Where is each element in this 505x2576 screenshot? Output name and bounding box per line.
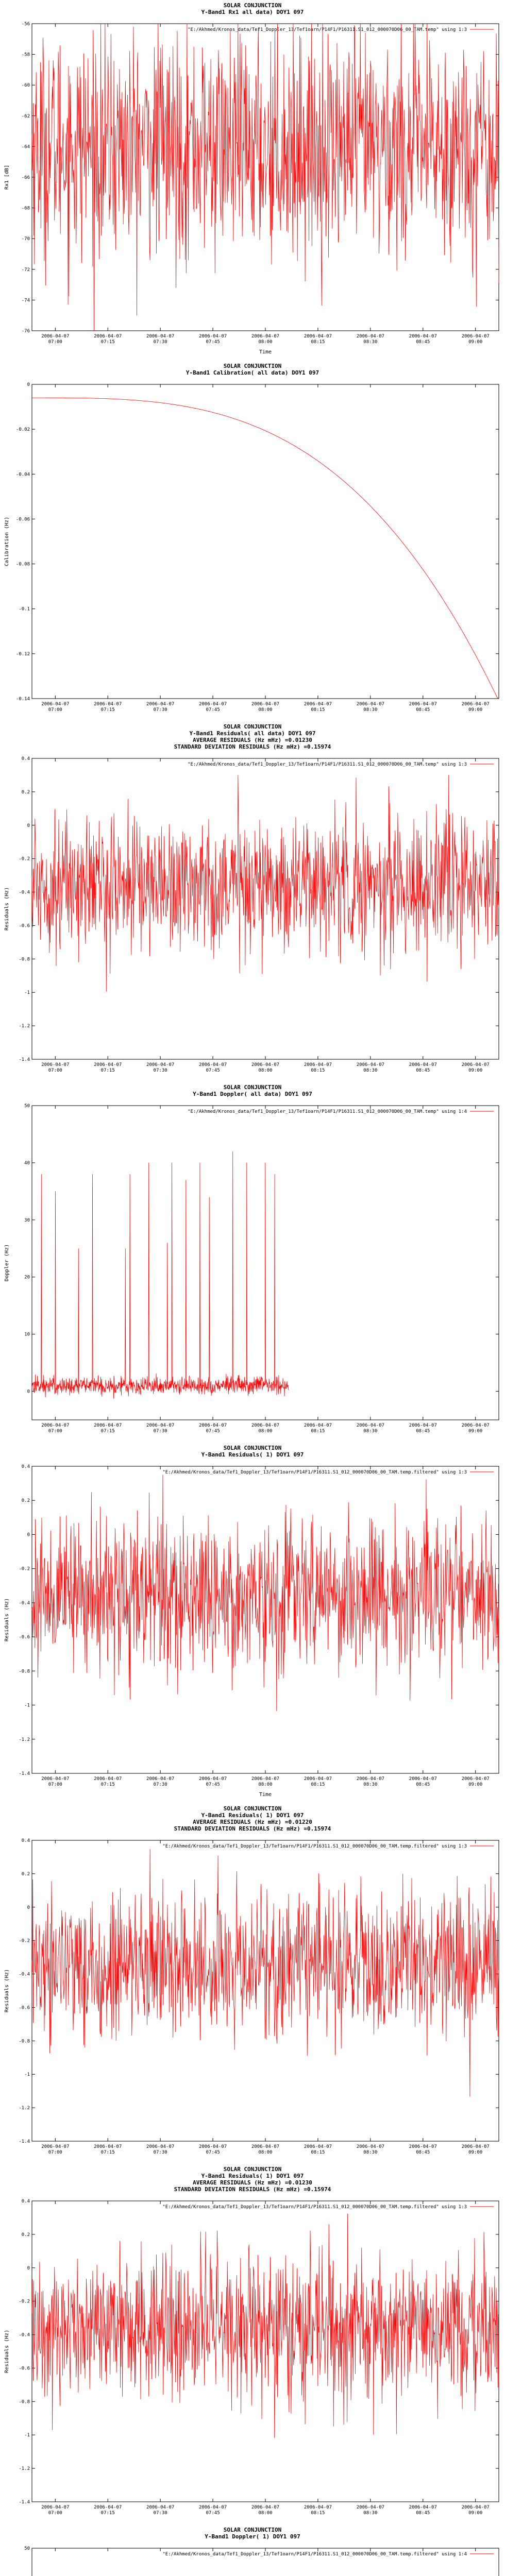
x-tick-label-time: 07:30 <box>153 340 167 345</box>
x-tick-label-date: 2006-04-07 <box>251 334 280 339</box>
y-tick-label: -0.2 <box>19 1938 30 1944</box>
x-tick-label-date: 2006-04-07 <box>461 334 490 339</box>
chart-4 <box>0 1082 505 1443</box>
y-tick-label: -0.2 <box>19 2299 30 2304</box>
y-tick-label: -1 <box>24 1703 30 1708</box>
x-tick-label-date: 2006-04-07 <box>41 2505 70 2510</box>
chart-5 <box>0 1443 505 1803</box>
y-tick-label: -0.6 <box>19 923 30 929</box>
x-tick-label-time: 08:00 <box>258 1782 273 1787</box>
x-tick-label-time: 08:45 <box>416 1782 430 1787</box>
x-tick-label-date: 2006-04-07 <box>461 2505 490 2510</box>
y-tick-label: -0.02 <box>15 427 30 433</box>
x-tick-label-time: 08:15 <box>311 1429 325 1434</box>
chart-title-line: Y-Band1 Residuals( 1) DOY1 097 <box>201 2173 304 2179</box>
x-tick-label-time: 09:00 <box>468 340 483 345</box>
x-tick-label-time: 07:15 <box>100 2150 115 2155</box>
chart-title-line: Y-Band1 Rx1 all data) DOY1 097 <box>201 9 304 15</box>
chart-1 <box>0 0 505 361</box>
series-line <box>32 398 499 699</box>
x-tick-label-time: 07:15 <box>100 1429 115 1434</box>
y-tick-label: 0 <box>27 382 30 387</box>
x-tick-label-time: 08:15 <box>311 1068 325 1073</box>
y-tick-label: -1.2 <box>19 1737 30 1742</box>
y-tick-label: -0.8 <box>19 2039 30 2044</box>
x-tick-label-date: 2006-04-07 <box>41 1423 70 1428</box>
x-tick-label-date: 2006-04-07 <box>461 702 490 707</box>
x-tick-label-date: 2006-04-07 <box>356 334 384 339</box>
x-tick-label-time: 08:15 <box>311 340 325 345</box>
x-tick-label-time: 07:00 <box>48 1782 62 1787</box>
x-tick-label-date: 2006-04-07 <box>146 1062 175 1067</box>
x-tick-label-time: 08:15 <box>311 1782 325 1787</box>
y-tick-label: -58 <box>21 52 30 58</box>
y-tick-label: -56 <box>21 22 30 27</box>
y-tick-label: -0.2 <box>19 1566 30 1572</box>
y-tick-label: 0.2 <box>21 1498 30 1504</box>
plot-frame <box>32 758 499 1059</box>
chart-title-line: SOLAR CONJUNCTION <box>223 2 282 9</box>
series-line <box>32 24 499 331</box>
x-tick-label-time: 08:30 <box>363 1782 378 1787</box>
x-tick-label-date: 2006-04-07 <box>304 702 332 707</box>
y-tick-label: 50 <box>24 1104 30 1109</box>
legend-label: "E:/Akhmed/Kronos_data/Tef1_Doppler_13/Tef1oarn/P14F1/P16311.S1_012_000070D06_00_TAM.temp" using 1:4 <box>188 1109 467 1114</box>
y-tick-label: -76 <box>21 329 30 334</box>
y-tick-label: -1.4 <box>19 1057 30 1062</box>
x-tick-label-time: 07:00 <box>48 340 62 345</box>
x-tick-label-time: 08:00 <box>258 1429 273 1434</box>
x-tick-label-date: 2006-04-07 <box>41 702 70 707</box>
x-tick-label-time: 09:00 <box>468 2150 483 2155</box>
y-tick-label: -72 <box>21 267 30 273</box>
y-tick-label: -1 <box>24 2072 30 2078</box>
x-tick-label-date: 2006-04-07 <box>41 1776 70 1782</box>
x-tick-label-date: 2006-04-07 <box>146 2144 175 2149</box>
chart-2 <box>0 361 505 721</box>
y-tick-label: -0.6 <box>19 1635 30 1640</box>
x-tick-label-time: 08:45 <box>416 2511 430 2516</box>
y-tick-label: -0.08 <box>15 562 30 567</box>
chart-3 <box>0 721 505 1082</box>
y-tick-label: 50 <box>24 2546 30 2551</box>
x-tick-label-time: 08:30 <box>363 707 378 713</box>
x-tick-label-time: 07:45 <box>206 2150 220 2155</box>
x-tick-label-time: 08:15 <box>311 2150 325 2155</box>
x-tick-label-date: 2006-04-07 <box>461 1423 490 1428</box>
x-tick-label-date: 2006-04-07 <box>304 2144 332 2149</box>
y-tick-label: -0.04 <box>15 472 30 478</box>
x-tick-label-time: 08:00 <box>258 707 273 713</box>
chart-title-line: SOLAR CONJUNCTION <box>223 723 282 730</box>
x-tick-label-date: 2006-04-07 <box>198 334 227 339</box>
x-tick-label-date: 2006-04-07 <box>251 702 280 707</box>
chart-6 <box>0 1803 505 2164</box>
x-tick-label-time: 08:30 <box>363 1068 378 1073</box>
chart-title-line: STANDARD DEVIATION RESIDUALS (Hz mHz) =0.15974 <box>174 1825 331 1832</box>
y-tick-label: 10 <box>24 1332 30 1337</box>
x-tick-label-time: 08:00 <box>258 1068 273 1073</box>
x-tick-label-time: 07:30 <box>153 1068 167 1073</box>
x-tick-label-date: 2006-04-07 <box>356 2505 384 2510</box>
x-tick-label-time: 08:00 <box>258 340 273 345</box>
x-tick-label-date: 2006-04-07 <box>41 1062 70 1067</box>
y-tick-label: 20 <box>24 1275 30 1280</box>
x-tick-label-time: 07:30 <box>153 2150 167 2155</box>
x-tick-label-time: 07:45 <box>206 707 220 713</box>
x-tick-label-date: 2006-04-07 <box>356 1423 384 1428</box>
x-tick-label-time: 09:00 <box>468 1068 483 1073</box>
x-tick-label-time: 09:00 <box>468 2511 483 2516</box>
chart-7 <box>0 2164 505 2524</box>
y-tick-label: -0.6 <box>19 2005 30 2011</box>
y-tick-label: 0.2 <box>21 1871 30 1877</box>
x-tick-label-time: 07:15 <box>100 1782 115 1787</box>
x-tick-label-date: 2006-04-07 <box>198 702 227 707</box>
x-tick-label-date: 2006-04-07 <box>461 1776 490 1782</box>
x-tick-label-time: 08:30 <box>363 2150 378 2155</box>
x-tick-label-date: 2006-04-07 <box>198 1062 227 1067</box>
x-tick-label-date: 2006-04-07 <box>356 1776 384 1782</box>
x-tick-label-date: 2006-04-07 <box>94 2144 122 2149</box>
x-tick-label-time: 09:00 <box>468 1429 483 1434</box>
y-tick-label: -0.2 <box>19 856 30 862</box>
chart-title-line: SOLAR CONJUNCTION <box>223 363 282 369</box>
x-tick-label-date: 2006-04-07 <box>251 2144 280 2149</box>
chart-title-line: Y-Band1 Residuals( all data) DOY1 097 <box>189 730 316 737</box>
x-tick-label-date: 2006-04-07 <box>94 1776 122 1782</box>
x-tick-label-date: 2006-04-07 <box>409 1776 437 1782</box>
y-tick-label: 40 <box>24 1160 30 1166</box>
x-tick-label-time: 08:15 <box>311 2511 325 2516</box>
chart-title-line: AVERAGE RESIDUALS (Hz mHz) =0.01220 <box>193 1819 312 1825</box>
x-tick-label-date: 2006-04-07 <box>146 1423 175 1428</box>
y-tick-label: -0.8 <box>19 957 30 962</box>
x-tick-label-time: 07:30 <box>153 2511 167 2516</box>
x-tick-label-date: 2006-04-07 <box>409 1062 437 1067</box>
legend-label: "E:/Akhmed/Kronos_data/Tef1_Doppler_13/Tef1oarn/P14F1/P16311.S1_012_000070D06_00_TAM.temp" using 1:3 <box>188 762 467 767</box>
x-tick-label-time: 08:45 <box>416 340 430 345</box>
y-tick-label: -1.2 <box>19 2466 30 2472</box>
y-axis-label: Calibration (Hz) <box>4 516 10 567</box>
y-tick-label: -70 <box>21 236 30 242</box>
plot-frame <box>32 384 499 699</box>
y-axis-label: Residuals (Hz) <box>4 1598 10 1642</box>
x-tick-label-time: 09:00 <box>468 1782 483 1787</box>
x-tick-label-time: 07:15 <box>100 707 115 713</box>
x-tick-label-time: 07:15 <box>100 2511 115 2516</box>
chart-title-line: SOLAR CONJUNCTION <box>223 2527 282 2533</box>
x-tick-label-date: 2006-04-07 <box>356 2144 384 2149</box>
y-tick-label: -0.4 <box>19 1972 30 1977</box>
x-tick-label-date: 2006-04-07 <box>41 2144 70 2149</box>
x-tick-label-time: 08:45 <box>416 707 430 713</box>
x-tick-label-date: 2006-04-07 <box>198 2505 227 2510</box>
legend-label: "E:/Akhmed/Kronos_data/Tef1_Doppler_13/Tef1oarn/P14F1/P16311.S1_012_000070D06_00_TAM.temp.filtered" using 1:3 <box>162 2205 467 2210</box>
x-axis-label: Time <box>259 349 272 355</box>
x-tick-label-time: 07:00 <box>48 2511 62 2516</box>
y-tick-label: -0.4 <box>19 1600 30 1606</box>
x-tick-label-date: 2006-04-07 <box>409 1423 437 1428</box>
x-tick-label-date: 2006-04-07 <box>304 334 332 339</box>
x-tick-label-time: 07:30 <box>153 707 167 713</box>
plot-frame <box>32 1840 499 2141</box>
x-tick-label-time: 07:00 <box>48 2150 62 2155</box>
y-tick-label: -0.1 <box>19 606 30 612</box>
chart-title-line: AVERAGE RESIDUALS (Hz mHz) =0.01230 <box>193 737 312 743</box>
y-tick-label: -0.12 <box>15 651 30 657</box>
x-tick-label-time: 08:45 <box>416 1068 430 1073</box>
legend-label: "E:/Akhmed/Kronos_data/Tef1_Doppler_13/Tef1oarn/P14F1/P16311.S1_012_000070D06_00_TAM.temp.filtered" using 1:4 <box>162 2552 467 2557</box>
x-tick-label-date: 2006-04-07 <box>146 334 175 339</box>
x-tick-label-time: 08:45 <box>416 2150 430 2155</box>
x-tick-label-time: 08:00 <box>258 2511 273 2516</box>
series-line <box>32 2214 499 2438</box>
x-tick-label-date: 2006-04-07 <box>409 334 437 339</box>
x-tick-label-time: 07:45 <box>206 1782 220 1787</box>
y-tick-label: -0.4 <box>19 2332 30 2338</box>
x-tick-label-date: 2006-04-07 <box>409 702 437 707</box>
x-tick-label-date: 2006-04-07 <box>94 702 122 707</box>
x-tick-label-time: 08:15 <box>311 707 325 713</box>
x-tick-label-time: 08:45 <box>416 1429 430 1434</box>
x-tick-label-time: 08:30 <box>363 340 378 345</box>
series-line <box>32 1475 499 1711</box>
legend-label: "E:/Akhmed/Kronos_data/Tef1_Doppler_13/Tef1oarn/P14F1/P16311.S1_012_000070D06_00_TAM.temp.filtered" using 1:3 <box>162 1844 467 1849</box>
y-tick-label: 0 <box>27 2265 30 2271</box>
y-tick-label: -1.4 <box>19 2139 30 2144</box>
x-tick-label-date: 2006-04-07 <box>304 1062 332 1067</box>
y-tick-label: 0.2 <box>21 789 30 795</box>
chart-title-line: STANDARD DEVIATION RESIDUALS (Hz mHz) =0.15974 <box>174 2186 331 2193</box>
x-tick-label-date: 2006-04-07 <box>146 702 175 707</box>
series-line <box>32 1849 499 2097</box>
x-tick-label-time: 08:30 <box>363 2511 378 2516</box>
y-tick-label: 0 <box>27 1389 30 1395</box>
x-tick-label-date: 2006-04-07 <box>198 2144 227 2149</box>
x-tick-label-date: 2006-04-07 <box>94 1062 122 1067</box>
chart-title-line: Y-Band1 Doppler( 1) DOY1 097 <box>205 2533 300 2540</box>
y-tick-label: -0.8 <box>19 2399 30 2405</box>
y-tick-label: 30 <box>24 1217 30 1223</box>
y-tick-label: -60 <box>21 83 30 89</box>
chart-title-line: Y-Band1 Residuals( 1) DOY1 097 <box>201 1812 304 1819</box>
y-tick-label: -1.2 <box>19 2106 30 2111</box>
x-tick-label-date: 2006-04-07 <box>198 1423 227 1428</box>
chart-title-line: Y-Band1 Residuals( 1) DOY1 097 <box>201 1451 304 1458</box>
y-tick-label: 0 <box>27 823 30 828</box>
y-tick-label: -0.14 <box>15 697 30 702</box>
y-tick-label: 0.4 <box>21 2199 30 2204</box>
x-tick-label-time: 07:30 <box>153 1429 167 1434</box>
chart-title-line: STANDARD DEVIATION RESIDUALS (Hz mHz) =0.15974 <box>174 743 331 750</box>
x-tick-label-time: 07:00 <box>48 1429 62 1434</box>
x-tick-label-date: 2006-04-07 <box>356 1062 384 1067</box>
x-tick-label-time: 09:00 <box>468 707 483 713</box>
chart-title-line: SOLAR CONJUNCTION <box>223 1805 282 1812</box>
x-tick-label-date: 2006-04-07 <box>409 2144 437 2149</box>
chart-title-line: Y-Band1 Calibration( all data) DOY1 097 <box>186 369 319 376</box>
chart-8 <box>0 2524 505 2576</box>
y-tick-label: -0.4 <box>19 890 30 895</box>
y-tick-label: -0.06 <box>15 517 30 522</box>
y-axis-label: Residuals (Hz) <box>4 1969 10 2013</box>
x-tick-label-time: 07:45 <box>206 340 220 345</box>
y-tick-label: -64 <box>21 144 30 150</box>
chart-title-line: SOLAR CONJUNCTION <box>223 1084 282 1091</box>
x-tick-label-time: 07:45 <box>206 2511 220 2516</box>
y-tick-label: 0 <box>27 1532 30 1538</box>
x-axis-label: Time <box>259 1792 272 1798</box>
chart-title-line: SOLAR CONJUNCTION <box>223 2166 282 2173</box>
x-tick-label-date: 2006-04-07 <box>409 2505 437 2510</box>
y-tick-label: 0.4 <box>21 1464 30 1469</box>
x-tick-label-date: 2006-04-07 <box>461 1062 490 1067</box>
x-tick-label-date: 2006-04-07 <box>251 1062 280 1067</box>
x-tick-label-date: 2006-04-07 <box>304 1776 332 1782</box>
series-line <box>32 775 499 991</box>
y-tick-label: -62 <box>21 113 30 119</box>
x-tick-label-time: 07:00 <box>48 1068 62 1073</box>
x-tick-label-date: 2006-04-07 <box>356 702 384 707</box>
y-tick-label: 0.2 <box>21 2232 30 2238</box>
x-tick-label-date: 2006-04-07 <box>251 2505 280 2510</box>
y-tick-label: -0.6 <box>19 2366 30 2371</box>
y-axis-label: Residuals (Hz) <box>4 2329 10 2374</box>
x-tick-label-date: 2006-04-07 <box>251 1776 280 1782</box>
y-tick-label: 0 <box>27 1905 30 1910</box>
x-tick-label-time: 07:45 <box>206 1068 220 1073</box>
y-tick-label: -1.4 <box>19 1771 30 1776</box>
series-line <box>32 1151 289 1399</box>
x-tick-label-date: 2006-04-07 <box>94 1423 122 1428</box>
y-axis-label: Residuals (Hz) <box>4 887 10 931</box>
y-tick-label: 0.4 <box>21 1838 30 1843</box>
x-tick-label-date: 2006-04-07 <box>94 2505 122 2510</box>
chart-title-line: AVERAGE RESIDUALS (Hz mHz) =0.01230 <box>193 2179 312 2186</box>
y-tick-label: -68 <box>21 206 30 211</box>
x-tick-label-date: 2006-04-07 <box>461 2144 490 2149</box>
x-tick-label-date: 2006-04-07 <box>304 1423 332 1428</box>
x-tick-label-time: 07:15 <box>100 1068 115 1073</box>
y-tick-label: -74 <box>21 298 30 303</box>
chart-title-line: Y-Band1 Doppler( all data) DOY1 097 <box>193 1091 312 1097</box>
y-tick-label: -1 <box>24 2433 30 2438</box>
x-tick-label-time: 07:45 <box>206 1429 220 1434</box>
y-tick-label: -66 <box>21 175 30 180</box>
x-tick-label-time: 07:30 <box>153 1782 167 1787</box>
y-tick-label: -0.8 <box>19 1669 30 1674</box>
x-tick-label-date: 2006-04-07 <box>251 1423 280 1428</box>
y-tick-label: -1.4 <box>19 2500 30 2505</box>
x-tick-label-date: 2006-04-07 <box>146 2505 175 2510</box>
y-axis-label: Rx1 [dB] <box>4 164 10 190</box>
x-tick-label-date: 2006-04-07 <box>304 2505 332 2510</box>
y-axis-label: Doppler (Hz) <box>4 1244 10 1282</box>
y-tick-label: 0.4 <box>21 756 30 761</box>
x-tick-label-date: 2006-04-07 <box>94 334 122 339</box>
chart-title-line: SOLAR CONJUNCTION <box>223 1445 282 1451</box>
x-tick-label-date: 2006-04-07 <box>146 1776 175 1782</box>
x-tick-label-date: 2006-04-07 <box>41 334 70 339</box>
legend-label: "E:/Akhmed/Kronos_data/Tef1_Doppler_13/Tef1oarn/P14F1/P16311.S1_012_000070D06_00_TAM.temp.filtered" using 1:3 <box>162 1470 467 1475</box>
legend-label: "E:/Akhmed/Kronos_data/Tef1_Doppler_13/Tef1oarn/P14F1/P16311.S1_012_000070D06_00_TAM.temp" using 1:3 <box>188 27 467 32</box>
x-tick-label-time: 07:00 <box>48 707 62 713</box>
y-tick-label: -1.2 <box>19 1024 30 1029</box>
x-tick-label-date: 2006-04-07 <box>198 1776 227 1782</box>
y-tick-label: -1 <box>24 990 30 996</box>
x-tick-label-time: 07:15 <box>100 340 115 345</box>
x-tick-label-time: 08:30 <box>363 1429 378 1434</box>
x-tick-label-time: 08:00 <box>258 2150 273 2155</box>
